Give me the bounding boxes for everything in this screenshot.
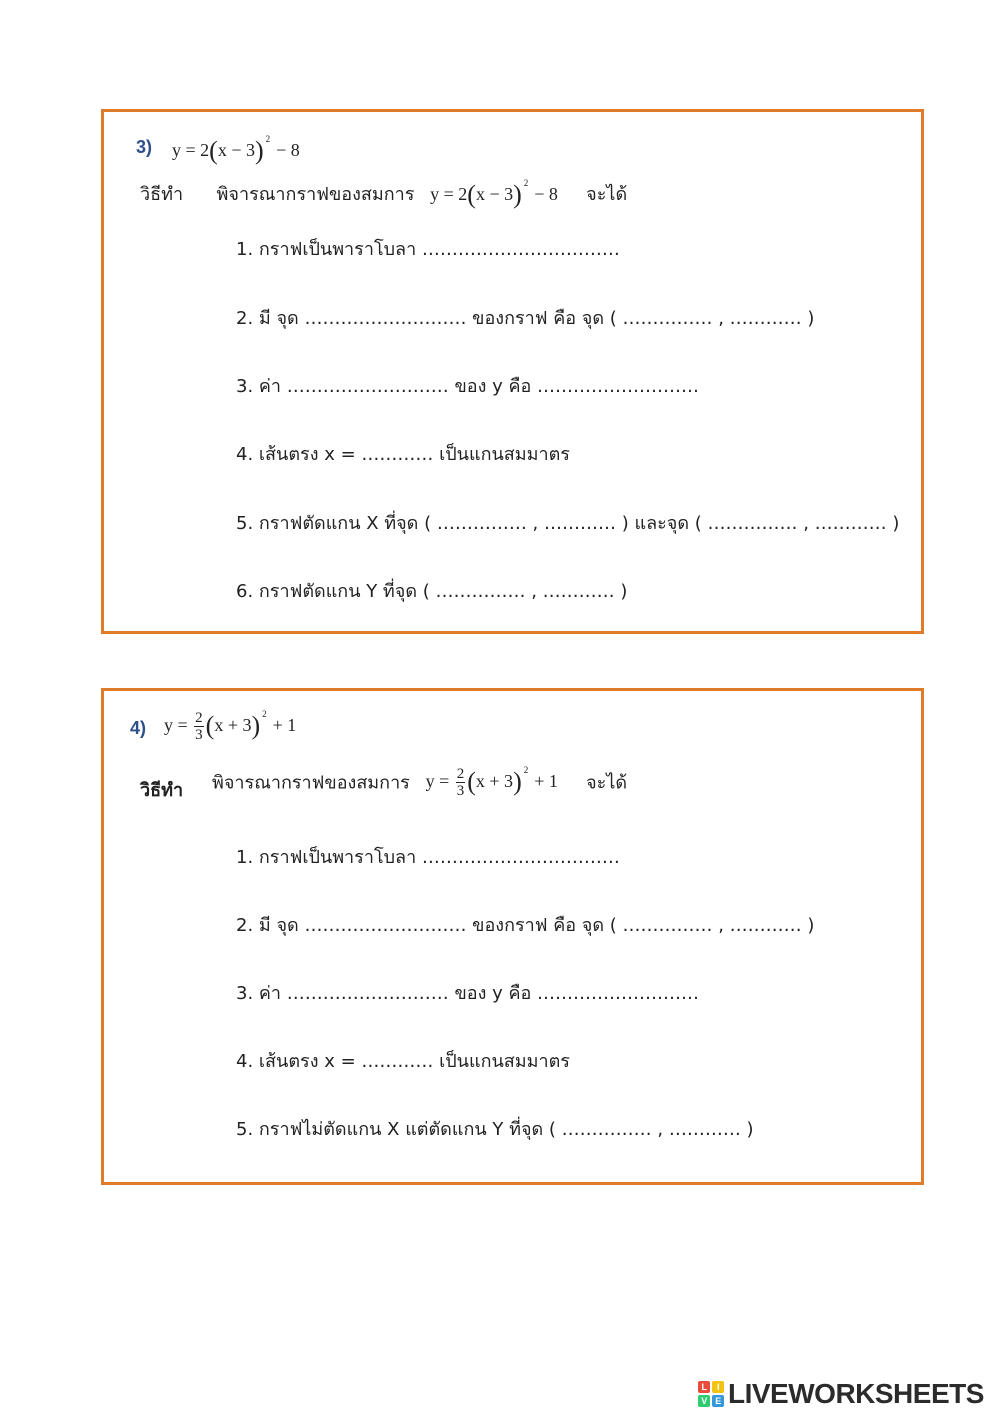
- problem-4-box: [101, 688, 924, 1185]
- method-line: [140, 178, 627, 210]
- problem-3-box: [101, 109, 924, 634]
- answer-line-2: 2. มี จุด ……………………… ของกราฟ คือ จุด ( …………… , ………… ): [236, 915, 815, 936]
- method-line-text: [212, 765, 627, 799]
- logo-letter: L: [698, 1381, 710, 1393]
- problem-equation: y = 2(x − 3) $^2$− 8: [172, 134, 300, 165]
- method-tail: จะได้: [586, 184, 628, 205]
- answer-line-3: 3. ค่า ……………………… ของ y คือ ………………………: [236, 983, 700, 1004]
- answer-line-3: 3. ค่า ……………………… ของ y คือ ………………………: [236, 376, 700, 397]
- answer-line-1: 1. กราฟเป็นพาราโบลา ……………………………: [236, 239, 620, 260]
- answer-line-1: 1. กราฟเป็นพาราโบลา ……………………………: [236, 847, 620, 868]
- problem-number: 4): [130, 718, 147, 738]
- answer-line-6: 6. กราฟตัดแกน Y ที่จุด ( …………… , ………… ): [236, 581, 628, 602]
- logo-letter: I: [712, 1381, 724, 1393]
- problem-equation: y = $\frac{2}{3}$ (x + 3) $^2$+ 1: [164, 709, 297, 744]
- logo-icon: [698, 1381, 724, 1407]
- answer-line-4: 4. เส้นตรง x = ………… เป็นแกนสมมาตร: [236, 444, 570, 465]
- answer-line-2: 2. มี จุด ……………………… ของกราฟ คือ จุด ( …………… , ………… ): [236, 308, 815, 329]
- method-text: พิจารณากราฟของสมการ: [216, 184, 415, 205]
- problem-number: 3): [136, 137, 153, 157]
- method-tail: จะได้: [586, 772, 628, 794]
- logo-letter: E: [712, 1395, 724, 1407]
- method-line: [140, 775, 183, 804]
- logo-letter: V: [698, 1395, 710, 1407]
- fraction: $\frac{2}{3}$: [195, 710, 203, 744]
- answer-line-4: 4. เส้นตรง x = ………… เป็นแกนสมมาตร: [236, 1051, 570, 1072]
- method-text: พิจารณากราฟของสมการ: [212, 772, 410, 794]
- answer-line-5: 5. กราฟตัดแกน X ที่จุด ( …………… , ………… ) และจุด ( …………… , ………… ): [236, 513, 900, 534]
- fraction: $\frac{2}{3}$: [456, 766, 465, 800]
- logo-text: LIVEWORKSHEETS: [728, 1378, 984, 1409]
- liveworksheets-logo[interactable]: [698, 1378, 984, 1410]
- answer-line-5: 5. กราฟไม่ตัดแกน X แต่ตัดแกน Y ที่จุด ( …………… , ………… ): [236, 1119, 754, 1140]
- method-equation: y = $\frac{2}{3}$ (x + 3) $^2$+ 1: [425, 765, 558, 800]
- method-equation: y = 2(x − 3) $^2$− 8: [430, 178, 558, 209]
- method-label: วิธีทำ: [140, 184, 184, 205]
- method-label: วิธีทำ: [140, 780, 184, 801]
